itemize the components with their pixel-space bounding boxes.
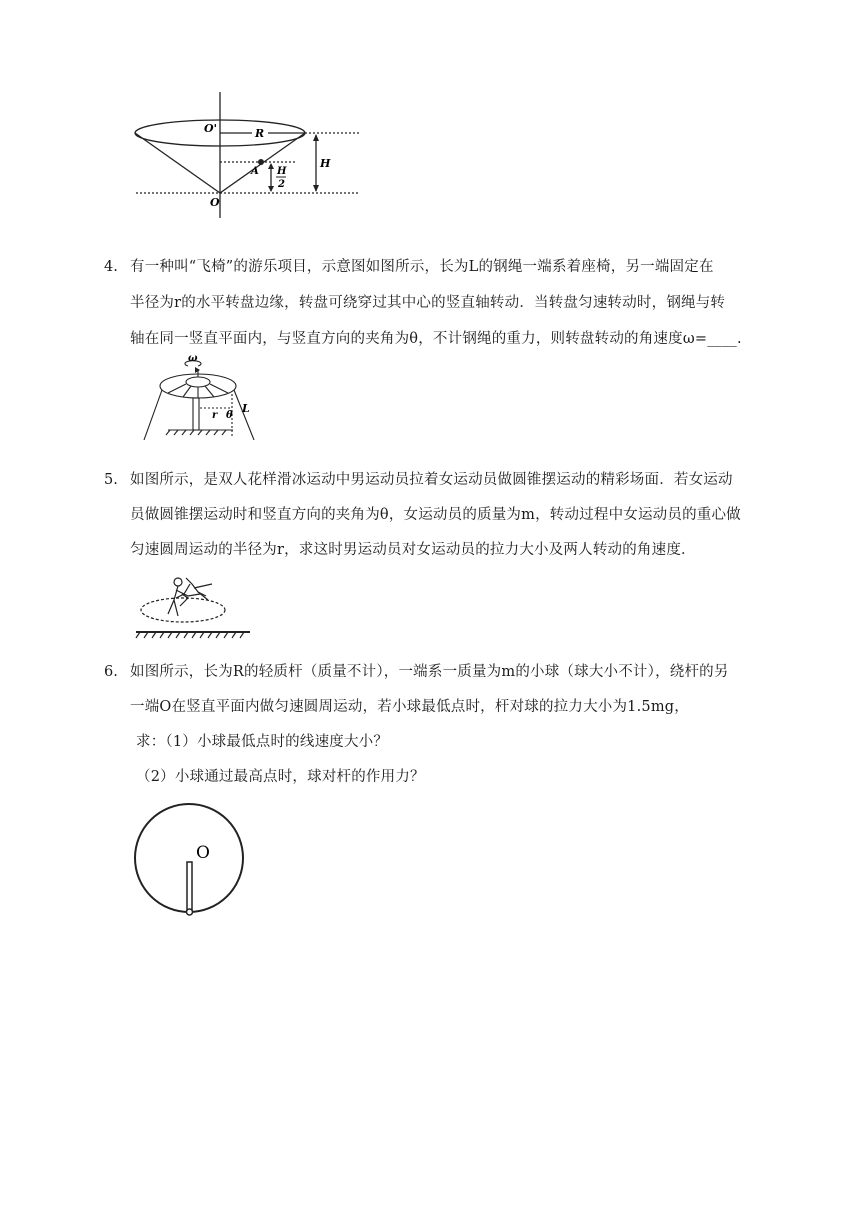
q6-sub-1: 求：（1）小球最低点时的线速度大小？ bbox=[136, 734, 389, 750]
q5-line-3: 匀速圆周运动的半径为r，求这时男运动员对女运动员的拉力大小及两人转动的角速度． bbox=[130, 542, 696, 558]
q5-line-1: 如图所示，是双人花样滑冰运动中男运动员拉着女运动员做圆锥摆运动的精彩场面．若女运动 bbox=[130, 472, 733, 488]
label-h: H bbox=[320, 157, 331, 170]
q5-number: 5. bbox=[104, 472, 118, 488]
q6-line-1: 如图所示，长为R的轻质杆（质量不计），一端系一质量为m的小球（球大小不计），绕杆的另 bbox=[130, 664, 729, 680]
cone-diagram bbox=[128, 92, 368, 218]
label-a: A bbox=[251, 166, 259, 177]
label-r: r bbox=[212, 410, 218, 421]
label-o: O bbox=[196, 843, 210, 863]
q4-number: 4. bbox=[104, 259, 118, 275]
q6-sub-2: （2）小球通过最高点时，球对杆的作用力？ bbox=[136, 769, 425, 785]
label-r: R bbox=[255, 127, 265, 140]
q4-line-1: 有一种叫“飞椅”的游乐项目，示意图如图所示，长为L的钢绳一端系着座椅，另一端固定在 bbox=[130, 259, 714, 275]
label-l: L bbox=[242, 402, 250, 415]
label-o-prime: O' bbox=[204, 122, 217, 135]
label-o: O bbox=[210, 196, 220, 209]
q5-line-2: 员做圆锥摆运动时和竖直方向的夹角为θ，女运动员的质量为m，转动过程中女运动员的重心做 bbox=[130, 507, 741, 523]
q4-line-2: 半径为r的水平转盘边缘，转盘可绕穿过其中心的竖直轴转动．当转盘匀速转动时，钢绳与转 bbox=[130, 295, 726, 311]
label-h-half-den: 2 bbox=[278, 179, 285, 190]
q4-line-3: 轴在同一竖直平面内，与竖直方向的夹角为θ，不计钢绳的重力，则转盘转动的角速度ω=____. bbox=[130, 331, 742, 347]
label-h-half-num: H bbox=[277, 166, 287, 177]
q6-line-2: 一端O在竖直平面内做匀速圆周运动，若小球最低点时，杆对球的拉力大小为1.5mg， bbox=[130, 699, 689, 715]
label-omega: ω bbox=[188, 353, 198, 364]
figure-skating-diagram bbox=[128, 570, 258, 642]
label-theta: θ bbox=[226, 410, 233, 421]
q6-number: 6. bbox=[104, 664, 118, 680]
flying-chair-diagram bbox=[128, 350, 278, 440]
rod-circle-diagram bbox=[128, 800, 248, 920]
